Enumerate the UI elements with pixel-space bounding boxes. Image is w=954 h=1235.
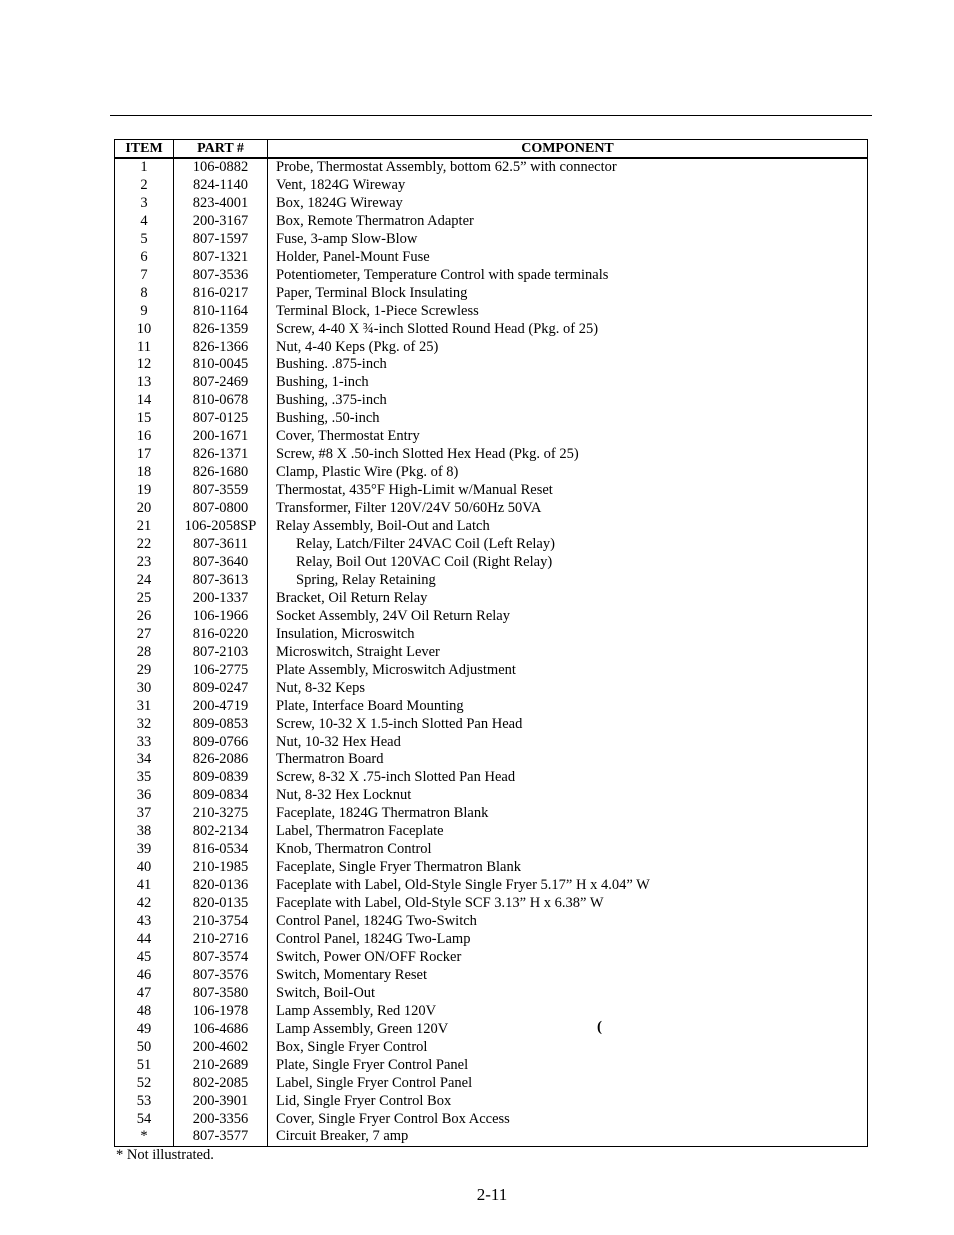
component-description: Vent, 1824G Wireway [276, 176, 406, 193]
part-number: 200-3356 [174, 1111, 268, 1129]
part-number: 807-3536 [174, 267, 268, 285]
component-description: Cover, Thermostat Entry [276, 428, 420, 445]
item-number: 28 [115, 644, 174, 662]
table-row [115, 249, 867, 267]
part-number: 210-1985 [174, 859, 268, 877]
item-number: 13 [115, 374, 174, 392]
table-row [115, 285, 867, 303]
component-description: Faceplate with Label, Old-Style SCF 3.13” H x 6.38” W [276, 895, 604, 912]
part-number: 809-0766 [174, 734, 268, 752]
item-number: 44 [115, 931, 174, 949]
item-number: 51 [115, 1057, 174, 1075]
part-number: 810-0678 [174, 392, 268, 410]
part-number: 809-0853 [174, 716, 268, 734]
table-row [115, 536, 867, 554]
table-row [115, 823, 867, 841]
part-number: 200-1337 [174, 590, 268, 608]
header-component: COMPONENT [521, 141, 614, 156]
table-row [115, 572, 867, 590]
table-row [115, 195, 867, 213]
component-description: Relay, Latch/Filter 24VAC Coil (Left Relay) [296, 536, 555, 553]
component-description: Transformer, Filter 120V/24V 50/60Hz 50VA [276, 500, 542, 517]
component-description: Fuse, 3-amp Slow-Blow [276, 230, 418, 247]
table-row [115, 554, 867, 572]
item-number: 14 [115, 392, 174, 410]
item-number: 50 [115, 1039, 174, 1057]
component-description: Faceplate, Single Fryer Thermatron Blank [276, 859, 521, 876]
component-description: Bushing, .50-inch [276, 410, 380, 427]
item-number: 38 [115, 823, 174, 841]
table-row [115, 859, 867, 877]
table-row [115, 1057, 867, 1075]
part-number: 802-2085 [174, 1075, 268, 1093]
component-description: Probe, Thermostat Assembly, bottom 62.5” with connector [276, 159, 617, 175]
component-description: Label, Thermatron Faceplate [276, 823, 444, 840]
item-number: 23 [115, 554, 174, 572]
part-number: 200-1671 [174, 428, 268, 446]
item-number: 1 [115, 159, 174, 177]
part-number: 820-0136 [174, 877, 268, 895]
item-number: 18 [115, 464, 174, 482]
part-number: 807-3640 [174, 554, 268, 572]
part-number: 200-4719 [174, 698, 268, 716]
component-description: Box, 1824G Wireway [276, 194, 403, 211]
item-number: 41 [115, 877, 174, 895]
table-row [115, 985, 867, 1003]
table-row [115, 177, 867, 195]
component-description: Box, Remote Thermatron Adapter [276, 212, 474, 229]
part-number: 807-3577 [174, 1128, 268, 1146]
part-number: 200-3167 [174, 213, 268, 231]
item-number: 31 [115, 698, 174, 716]
item-number: 36 [115, 787, 174, 805]
part-number: 802-2134 [174, 823, 268, 841]
component-description: Label, Single Fryer Control Panel [276, 1074, 473, 1091]
item-number: 34 [115, 751, 174, 769]
part-number: 210-3275 [174, 805, 268, 823]
table-row [115, 1111, 867, 1129]
part-number: 816-0220 [174, 626, 268, 644]
item-number: 15 [115, 410, 174, 428]
component-description: Plate, Single Fryer Control Panel [276, 1056, 469, 1073]
component-description: Nut, 4-40 Keps (Pkg. of 25) [276, 338, 439, 355]
item-number: 16 [115, 428, 174, 446]
item-number: 30 [115, 680, 174, 698]
item-number: 37 [115, 805, 174, 823]
header-item: ITEM [115, 140, 174, 157]
table-row [115, 1093, 867, 1111]
item-number: 39 [115, 841, 174, 859]
table-row [115, 913, 867, 931]
table-row [115, 446, 867, 464]
table-row [115, 464, 867, 482]
table-row [115, 339, 867, 357]
part-number: 820-0135 [174, 895, 268, 913]
part-number: 106-0882 [174, 159, 268, 177]
item-number: 45 [115, 949, 174, 967]
item-number: 9 [115, 303, 174, 321]
table-row [115, 662, 867, 680]
part-number: 106-4686 [174, 1021, 268, 1039]
item-number: 43 [115, 913, 174, 931]
table-header [115, 140, 867, 159]
table-row [115, 482, 867, 500]
item-number: 47 [115, 985, 174, 1003]
component-description: Relay, Boil Out 120VAC Coil (Right Relay) [296, 553, 553, 570]
table-row [115, 769, 867, 787]
component-description: Screw, 4-40 X ¾-inch Slotted Round Head (Pkg. of 25) [276, 320, 599, 337]
table-row [115, 805, 867, 823]
table-row [115, 213, 867, 231]
part-number: 807-0800 [174, 500, 268, 518]
item-number: 52 [115, 1075, 174, 1093]
component-description: Lid, Single Fryer Control Box [276, 1092, 452, 1109]
table-row [115, 608, 867, 626]
component-description: Knob, Thermatron Control [276, 841, 432, 858]
footnote: * Not illustrated. [116, 1147, 214, 1163]
table-row [115, 877, 867, 895]
component-description: Switch, Power ON/OFF Rocker [276, 948, 462, 965]
component-description: Lamp Assembly, Red 120V [276, 1002, 437, 1019]
item-number: 25 [115, 590, 174, 608]
component-description: Control Panel, 1824G Two-Switch [276, 913, 477, 930]
part-number: 824-1140 [174, 177, 268, 195]
component-description: Cover, Single Fryer Control Box Access [276, 1110, 510, 1127]
component-description: Spring, Relay Retaining [296, 571, 436, 588]
item-number: 5 [115, 231, 174, 249]
item-number: 10 [115, 321, 174, 339]
component-description: Bushing, 1-inch [276, 374, 369, 391]
component-description: Socket Assembly, 24V Oil Return Relay [276, 607, 510, 624]
table-row [115, 159, 867, 177]
table-row [115, 267, 867, 285]
item-number: 40 [115, 859, 174, 877]
component-description: Faceplate with Label, Old-Style Single Fryer 5.17” H x 4.04” W [276, 877, 650, 894]
component-description: Circuit Breaker, 7 amp [276, 1128, 409, 1145]
part-number: 807-1597 [174, 231, 268, 249]
page-number: 2-11 [476, 1185, 508, 1204]
table-row [115, 321, 867, 339]
table-row [115, 895, 867, 913]
table-row [115, 590, 867, 608]
item-number: 12 [115, 356, 174, 374]
table-row [115, 751, 867, 769]
part-number: 807-2103 [174, 644, 268, 662]
part-number: 809-0839 [174, 769, 268, 787]
item-number: * [115, 1128, 174, 1146]
table-row [115, 949, 867, 967]
component-description: Thermostat, 435°F High-Limit w/Manual Reset [276, 482, 553, 499]
table-row [115, 231, 867, 249]
table-row [115, 841, 867, 859]
part-number: 816-0534 [174, 841, 268, 859]
component-description: Potentiometer, Temperature Control with spade terminals [276, 266, 609, 283]
part-number: 807-3574 [174, 949, 268, 967]
component-description: Bushing. .875-inch [276, 356, 387, 373]
table-row [115, 931, 867, 949]
component-description: Holder, Panel-Mount Fuse [276, 248, 430, 265]
part-number: 810-0045 [174, 356, 268, 374]
part-number: 809-0834 [174, 787, 268, 805]
component-description: Clamp, Plastic Wire (Pkg. of 8) [276, 464, 459, 481]
component-description: Insulation, Microswitch [276, 625, 415, 642]
part-number: 807-3576 [174, 967, 268, 985]
item-number: 48 [115, 1003, 174, 1021]
item-number: 20 [115, 500, 174, 518]
table-row [115, 1128, 867, 1146]
item-number: 27 [115, 626, 174, 644]
table-row [115, 626, 867, 644]
component-description: Screw, 10-32 X 1.5-inch Slotted Pan Head [276, 715, 523, 732]
component-description: Bracket, Oil Return Relay [276, 589, 428, 606]
item-number: 46 [115, 967, 174, 985]
table-row [115, 374, 867, 392]
item-number: 7 [115, 267, 174, 285]
table-row [115, 967, 867, 985]
component-description: Terminal Block, 1-Piece Screwless [276, 302, 479, 319]
component-description: Switch, Boil-Out [276, 984, 376, 1001]
item-number: 22 [115, 536, 174, 554]
part-number: 826-1680 [174, 464, 268, 482]
component-description: Switch, Momentary Reset [276, 966, 428, 983]
part-number: 807-3559 [174, 482, 268, 500]
header-part: PART # [174, 140, 268, 157]
part-number: 106-2775 [174, 662, 268, 680]
part-number: 823-4001 [174, 195, 268, 213]
item-number: 4 [115, 213, 174, 231]
component-description: Screw, #8 X .50-inch Slotted Hex Head (Pkg. of 25) [276, 446, 579, 463]
part-number: 807-0125 [174, 410, 268, 428]
item-number: 21 [115, 518, 174, 536]
part-number: 106-1966 [174, 608, 268, 626]
part-number: 809-0247 [174, 680, 268, 698]
item-number: 35 [115, 769, 174, 787]
table-row [115, 392, 867, 410]
table-row [115, 410, 867, 428]
part-number: 807-1321 [174, 249, 268, 267]
stray-parenthesis: ( [597, 1019, 602, 1035]
table-row [115, 1075, 867, 1093]
component-description: Relay Assembly, Boil-Out and Latch [276, 518, 490, 535]
component-description: Plate Assembly, Microswitch Adjustment [276, 661, 516, 678]
part-number: 210-3754 [174, 913, 268, 931]
table-row [115, 1021, 867, 1039]
parts-table [114, 139, 868, 1147]
item-number: 49 [115, 1021, 174, 1039]
part-number: 826-1359 [174, 321, 268, 339]
part-number: 200-4602 [174, 1039, 268, 1057]
item-number: 29 [115, 662, 174, 680]
component-description: Box, Single Fryer Control [276, 1038, 428, 1055]
part-number: 826-1366 [174, 339, 268, 357]
component-description: Nut, 8-32 Keps [276, 679, 366, 696]
table-row [115, 1003, 867, 1021]
table-row [115, 518, 867, 536]
item-number: 19 [115, 482, 174, 500]
component-description: Control Panel, 1824G Two-Lamp [276, 930, 471, 947]
component-description: Thermatron Board [276, 751, 384, 768]
item-number: 3 [115, 195, 174, 213]
item-number: 11 [115, 339, 174, 357]
table-row [115, 680, 867, 698]
part-number: 807-3611 [174, 536, 268, 554]
component-description: Nut, 10-32 Hex Head [276, 733, 401, 750]
table-row [115, 500, 867, 518]
item-number: 53 [115, 1093, 174, 1111]
table-row [115, 644, 867, 662]
table-row [115, 734, 867, 752]
part-number: 816-0217 [174, 285, 268, 303]
table-row [115, 303, 867, 321]
component-description: Screw, 8-32 X .75-inch Slotted Pan Head [276, 769, 516, 786]
part-number: 106-1978 [174, 1003, 268, 1021]
top-rule [110, 115, 872, 116]
component-description: Nut, 8-32 Hex Locknut [276, 787, 412, 804]
table-body [115, 159, 867, 1146]
part-number: 106-2058SP [174, 518, 268, 536]
component-description: Microswitch, Straight Lever [276, 643, 440, 660]
item-number: 42 [115, 895, 174, 913]
item-number: 26 [115, 608, 174, 626]
item-number: 54 [115, 1111, 174, 1129]
component-description: Plate, Interface Board Mounting [276, 697, 464, 714]
part-number: 807-2469 [174, 374, 268, 392]
item-number: 8 [115, 285, 174, 303]
part-number: 807-3613 [174, 572, 268, 590]
table-row [115, 428, 867, 446]
part-number: 826-1371 [174, 446, 268, 464]
component-description: Lamp Assembly, Green 120V [276, 1020, 449, 1037]
item-number: 24 [115, 572, 174, 590]
table-row [115, 787, 867, 805]
item-number: 6 [115, 249, 174, 267]
item-number: 17 [115, 446, 174, 464]
table-row [115, 698, 867, 716]
table-row [115, 716, 867, 734]
table-row [115, 356, 867, 374]
item-number: 32 [115, 716, 174, 734]
item-number: 33 [115, 734, 174, 752]
component-description: Bushing, .375-inch [276, 392, 387, 409]
item-number: 2 [115, 177, 174, 195]
part-number: 210-2716 [174, 931, 268, 949]
part-number: 807-3580 [174, 985, 268, 1003]
part-number: 210-2689 [174, 1057, 268, 1075]
part-number: 200-3901 [174, 1093, 268, 1111]
part-number: 826-2086 [174, 751, 268, 769]
component-description: Faceplate, 1824G Thermatron Blank [276, 805, 489, 822]
part-number: 810-1164 [174, 303, 268, 321]
table-row [115, 1039, 867, 1057]
component-description: Paper, Terminal Block Insulating [276, 284, 468, 301]
